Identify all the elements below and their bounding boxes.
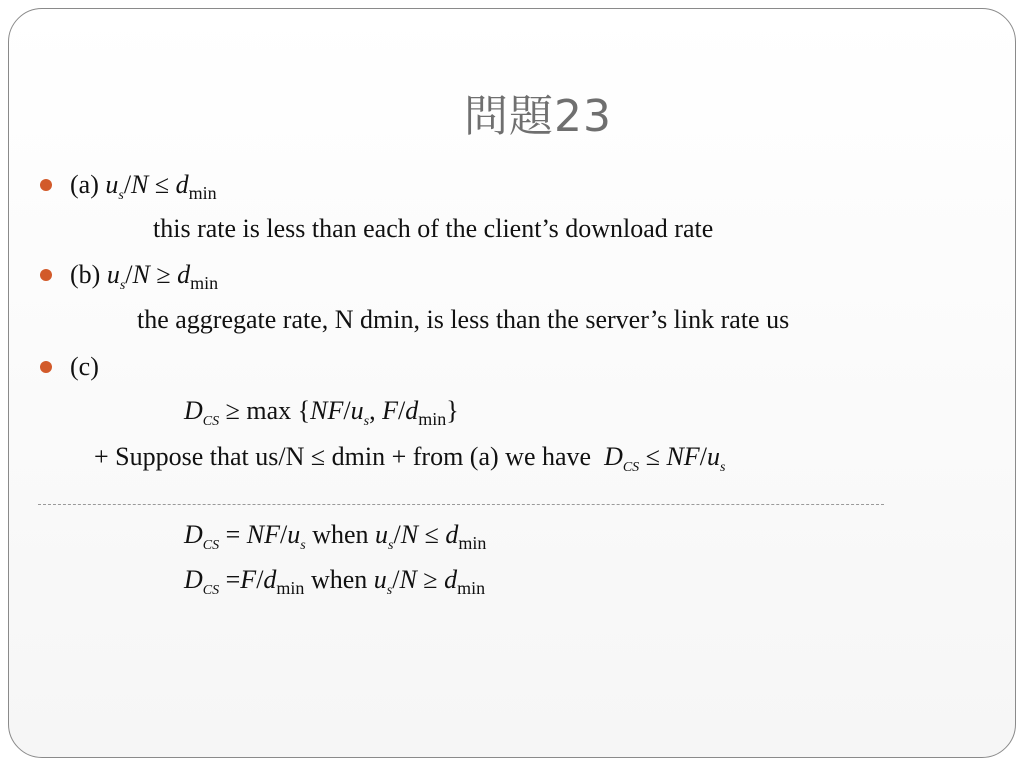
geq-symbol: ≥ <box>156 260 171 289</box>
item-b <box>70 260 218 294</box>
item-a-label: (a) <box>70 170 99 199</box>
bullet-b <box>40 269 52 281</box>
slash: / <box>123 170 132 199</box>
sub-min: min <box>457 578 486 598</box>
suppose-text: + Suppose that us/N ≤ dmin + from (a) we have <box>94 442 592 471</box>
geq-symbol: ≥ <box>423 565 438 594</box>
sub-s: s <box>388 538 394 553</box>
sub-s: s <box>118 188 124 203</box>
var-N: N <box>400 520 419 549</box>
slash: / <box>343 396 351 425</box>
max-text: max <box>246 396 292 425</box>
leq-symbol: ≤ <box>154 170 170 199</box>
item-b-note: the aggregate rate, N dmin, is less than the server’s link rate us <box>137 305 790 334</box>
sub-min: min <box>276 578 305 598</box>
dashed-divider <box>38 504 884 505</box>
sub-s: s <box>386 583 393 598</box>
result-2 <box>184 565 485 599</box>
slash: / <box>256 565 264 594</box>
right-brace: } <box>446 396 459 425</box>
sub-min: min <box>188 183 217 203</box>
when-text: when <box>312 520 369 549</box>
suppose-line <box>94 442 725 476</box>
var-N: N <box>399 565 417 594</box>
bullet-a <box>40 179 52 191</box>
comma: , <box>369 396 376 425</box>
var-F: F <box>240 565 257 594</box>
slash: / <box>125 260 133 289</box>
var-u: u <box>105 170 119 199</box>
var-u: u <box>373 565 387 594</box>
sub-s: s <box>300 538 306 553</box>
item-b-label: (b) <box>70 260 101 289</box>
var-NF: NF <box>310 396 344 425</box>
var-d: d <box>175 170 189 199</box>
var-u: u <box>706 442 720 471</box>
slash: / <box>699 442 707 471</box>
var-NF: NF <box>666 442 700 471</box>
var-N: N <box>131 170 149 199</box>
var-N: N <box>132 260 150 289</box>
var-d: d <box>444 565 458 594</box>
left-brace: { <box>297 396 311 425</box>
bullet-c <box>40 361 52 373</box>
result-1 <box>184 520 486 554</box>
leq-symbol: ≤ <box>645 442 660 471</box>
var-d: d <box>445 520 459 549</box>
var-F: F <box>382 396 398 425</box>
item-c-label: (c) <box>70 352 99 381</box>
var-u: u <box>350 396 364 425</box>
formula-max <box>184 396 459 430</box>
var-D: D <box>184 520 203 549</box>
sub-s: s <box>363 414 370 429</box>
var-D: D <box>604 442 623 471</box>
sub-CS: CS <box>622 460 640 475</box>
sub-s: s <box>119 278 126 293</box>
item-a-note: this rate is less than each of the client’s download rate <box>153 214 714 243</box>
sub-s: s <box>719 460 726 475</box>
var-NF: NF <box>246 520 281 549</box>
geq-symbol: ≥ <box>225 396 240 425</box>
sub-min: min <box>458 533 487 553</box>
sub-CS: CS <box>202 414 220 429</box>
var-D: D <box>184 396 203 425</box>
slash: / <box>392 565 400 594</box>
item-a <box>70 170 217 204</box>
sub-min: min <box>418 409 447 429</box>
var-u: u <box>106 260 120 289</box>
var-d: d <box>405 396 419 425</box>
when-text: when <box>310 565 368 594</box>
var-D: D <box>184 565 203 594</box>
slash: / <box>280 520 288 549</box>
var-u: u <box>287 520 301 549</box>
eq-symbol: = <box>225 565 241 594</box>
var-d: d <box>177 260 191 289</box>
sub-CS: CS <box>202 538 220 553</box>
sub-min: min <box>190 273 219 293</box>
var-u: u <box>375 520 389 549</box>
slash: / <box>393 520 401 549</box>
leq-symbol: ≤ <box>424 520 439 549</box>
sub-CS: CS <box>202 583 220 598</box>
eq-symbol: = <box>225 520 241 549</box>
slash: / <box>397 396 406 425</box>
var-d: d <box>263 565 277 594</box>
slide-title: 問題23 <box>464 91 612 142</box>
